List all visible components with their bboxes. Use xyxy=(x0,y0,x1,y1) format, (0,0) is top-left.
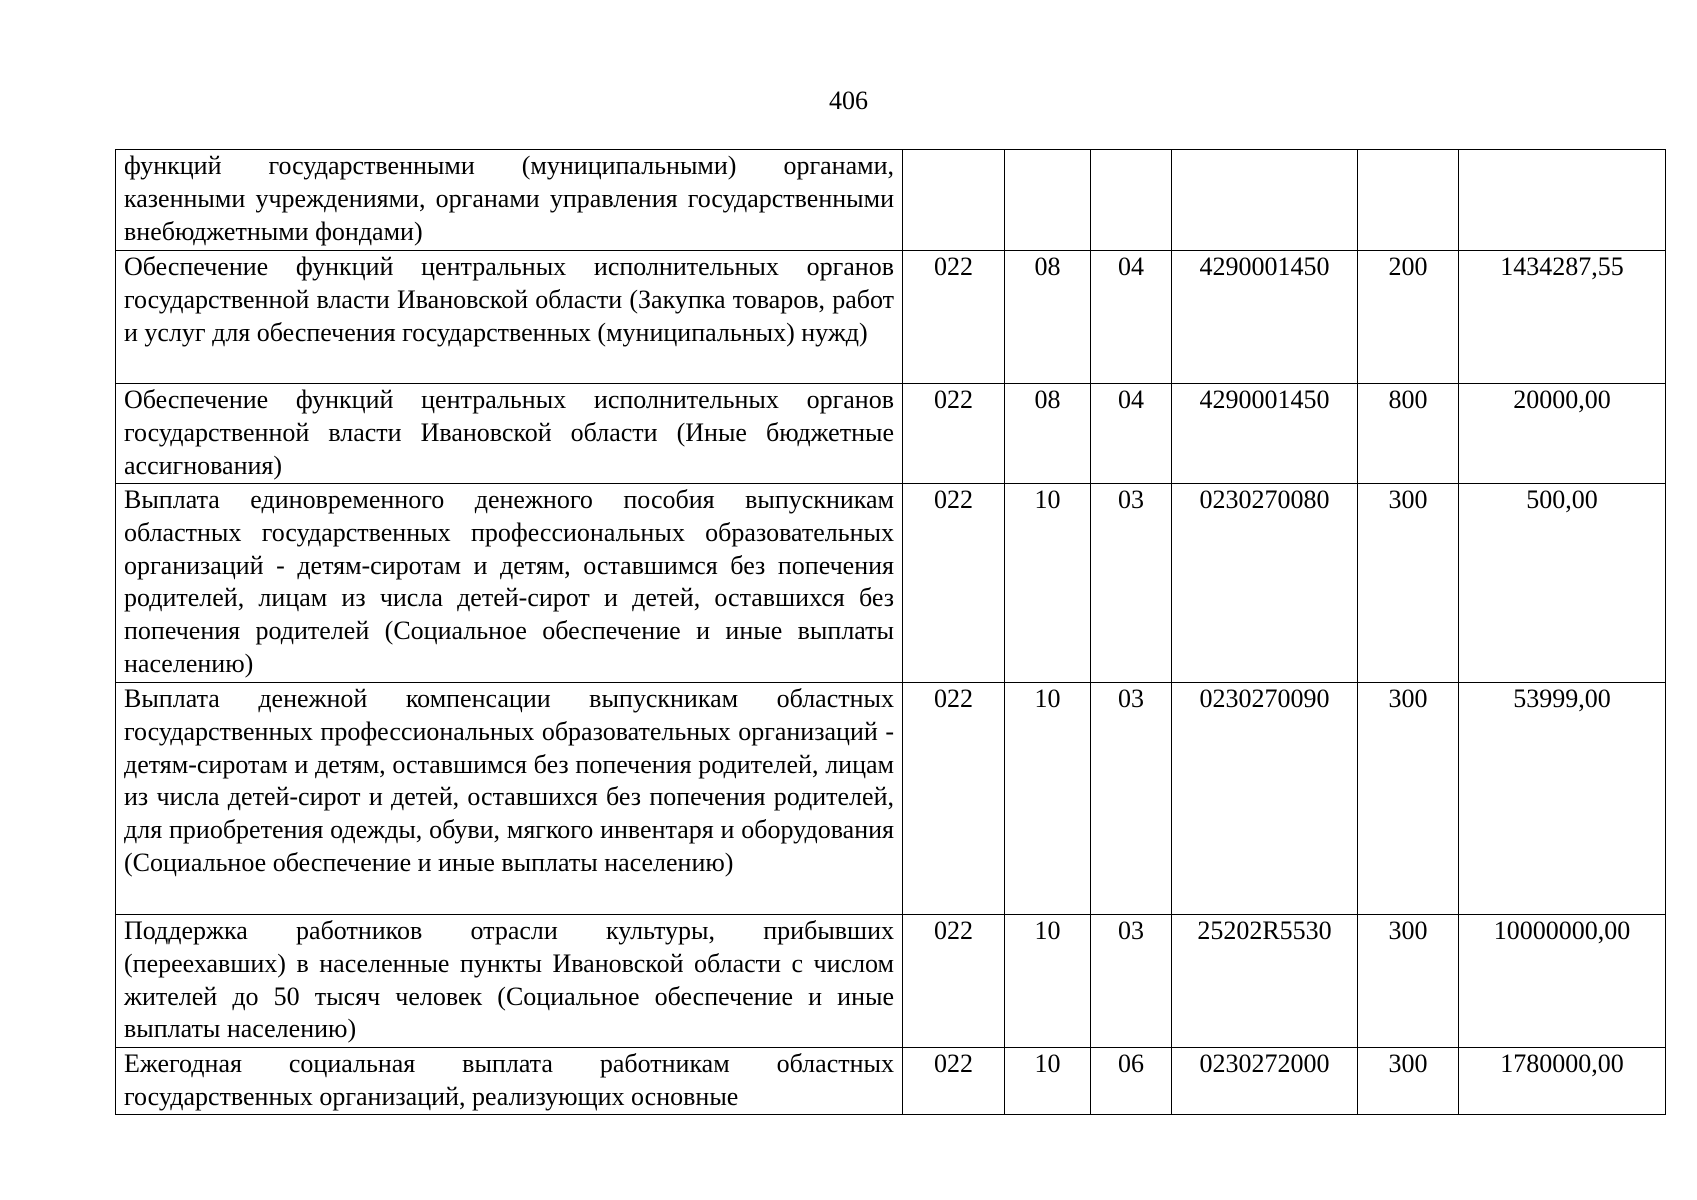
row-description: Обеспечение функций центральных исполнительных органов государственной власти Ивановской области (Иные бюджетные ассигнования) xyxy=(116,384,903,484)
subsection-code: 04 xyxy=(1091,384,1172,484)
ministry-code xyxy=(903,150,1005,251)
budget-table xyxy=(115,149,1666,1115)
ministry-code: 022 xyxy=(903,384,1005,484)
ministry-code: 022 xyxy=(903,1048,1005,1115)
amount: 10000000,00 xyxy=(1459,915,1666,1048)
expense-type-code: 800 xyxy=(1358,384,1459,484)
section-code: 10 xyxy=(1005,484,1091,683)
target-article-code: 4290001450 xyxy=(1172,384,1358,484)
amount: 1434287,55 xyxy=(1459,251,1666,384)
subsection-code: 03 xyxy=(1091,484,1172,683)
amount: 500,00 xyxy=(1459,484,1666,683)
expense-type-code: 300 xyxy=(1358,484,1459,683)
expense-type-code: 300 xyxy=(1358,915,1459,1048)
section-code: 10 xyxy=(1005,683,1091,915)
expense-type-code xyxy=(1358,150,1459,251)
expense-type-code: 300 xyxy=(1358,683,1459,915)
table-row xyxy=(116,251,1666,384)
ministry-code: 022 xyxy=(903,683,1005,915)
row-description: Выплата единовременного денежного пособия выпускникам областных государственных профессиональных образовательных организаций - детям-сиротам и детям, оставшимся без попечения родителей, лицам из числа детей-сирот и детей, оставшихся без попечения родителей (Социальное обеспечение и иные выплаты населению) xyxy=(116,484,903,683)
ministry-code: 022 xyxy=(903,484,1005,683)
section-code: 08 xyxy=(1005,384,1091,484)
amount: 53999,00 xyxy=(1459,683,1666,915)
table-row xyxy=(116,384,1666,484)
subsection-code: 06 xyxy=(1091,1048,1172,1115)
table-row xyxy=(116,683,1666,915)
target-article-code: 0230270090 xyxy=(1172,683,1358,915)
subsection-code: 03 xyxy=(1091,683,1172,915)
row-description: Поддержка работников отрасли культуры, прибывших (переехавших) в населенные пункты Ивановской области с числом жителей до 50 тысяч человек (Социальное обеспечение и иные выплаты населению) xyxy=(116,915,903,1048)
row-description: Обеспечение функций центральных исполнительных органов государственной власти Ивановской области (Закупка товаров, работ и услуг для обеспечения государственных (муниципальных) нужд) xyxy=(116,251,903,384)
ministry-code: 022 xyxy=(903,251,1005,384)
target-article-code: 4290001450 xyxy=(1172,251,1358,384)
page-number: 406 xyxy=(829,86,868,115)
target-article-code: 0230270080 xyxy=(1172,484,1358,683)
table-row xyxy=(116,915,1666,1048)
subsection-code: 03 xyxy=(1091,915,1172,1048)
section-code: 10 xyxy=(1005,915,1091,1048)
row-description: Ежегодная социальная выплата работникам областных государственных организаций, реализующих основные xyxy=(116,1048,903,1115)
amount: 1780000,00 xyxy=(1459,1048,1666,1115)
section-code: 10 xyxy=(1005,1048,1091,1115)
amount: 20000,00 xyxy=(1459,384,1666,484)
expense-type-code: 300 xyxy=(1358,1048,1459,1115)
section-code: 08 xyxy=(1005,251,1091,384)
target-article-code: 0230272000 xyxy=(1172,1048,1358,1115)
amount xyxy=(1459,150,1666,251)
row-description: Выплата денежной компенсации выпускникам областных государственных профессиональных образовательных организаций - детям-сиротам и детям, оставшимся без попечения родителей, лицам из числа детей-сирот и детей, оставшихся без попечения родителей, для приобретения одежды, обуви, мягкого инвентаря и оборудования (Социальное обеспечение и иные выплаты населению) xyxy=(116,683,903,915)
subsection-code xyxy=(1091,150,1172,251)
expense-type-code: 200 xyxy=(1358,251,1459,384)
subsection-code: 04 xyxy=(1091,251,1172,384)
table-row xyxy=(116,150,1666,251)
table-row xyxy=(116,484,1666,683)
ministry-code: 022 xyxy=(903,915,1005,1048)
target-article-code: 25202R5530 xyxy=(1172,915,1358,1048)
target-article-code xyxy=(1172,150,1358,251)
section-code xyxy=(1005,150,1091,251)
row-description: функций государственными (муниципальными) органами, казенными учреждениями, органами управления государственными внебюджетными фондами) xyxy=(116,150,903,251)
table-row xyxy=(116,1048,1666,1115)
